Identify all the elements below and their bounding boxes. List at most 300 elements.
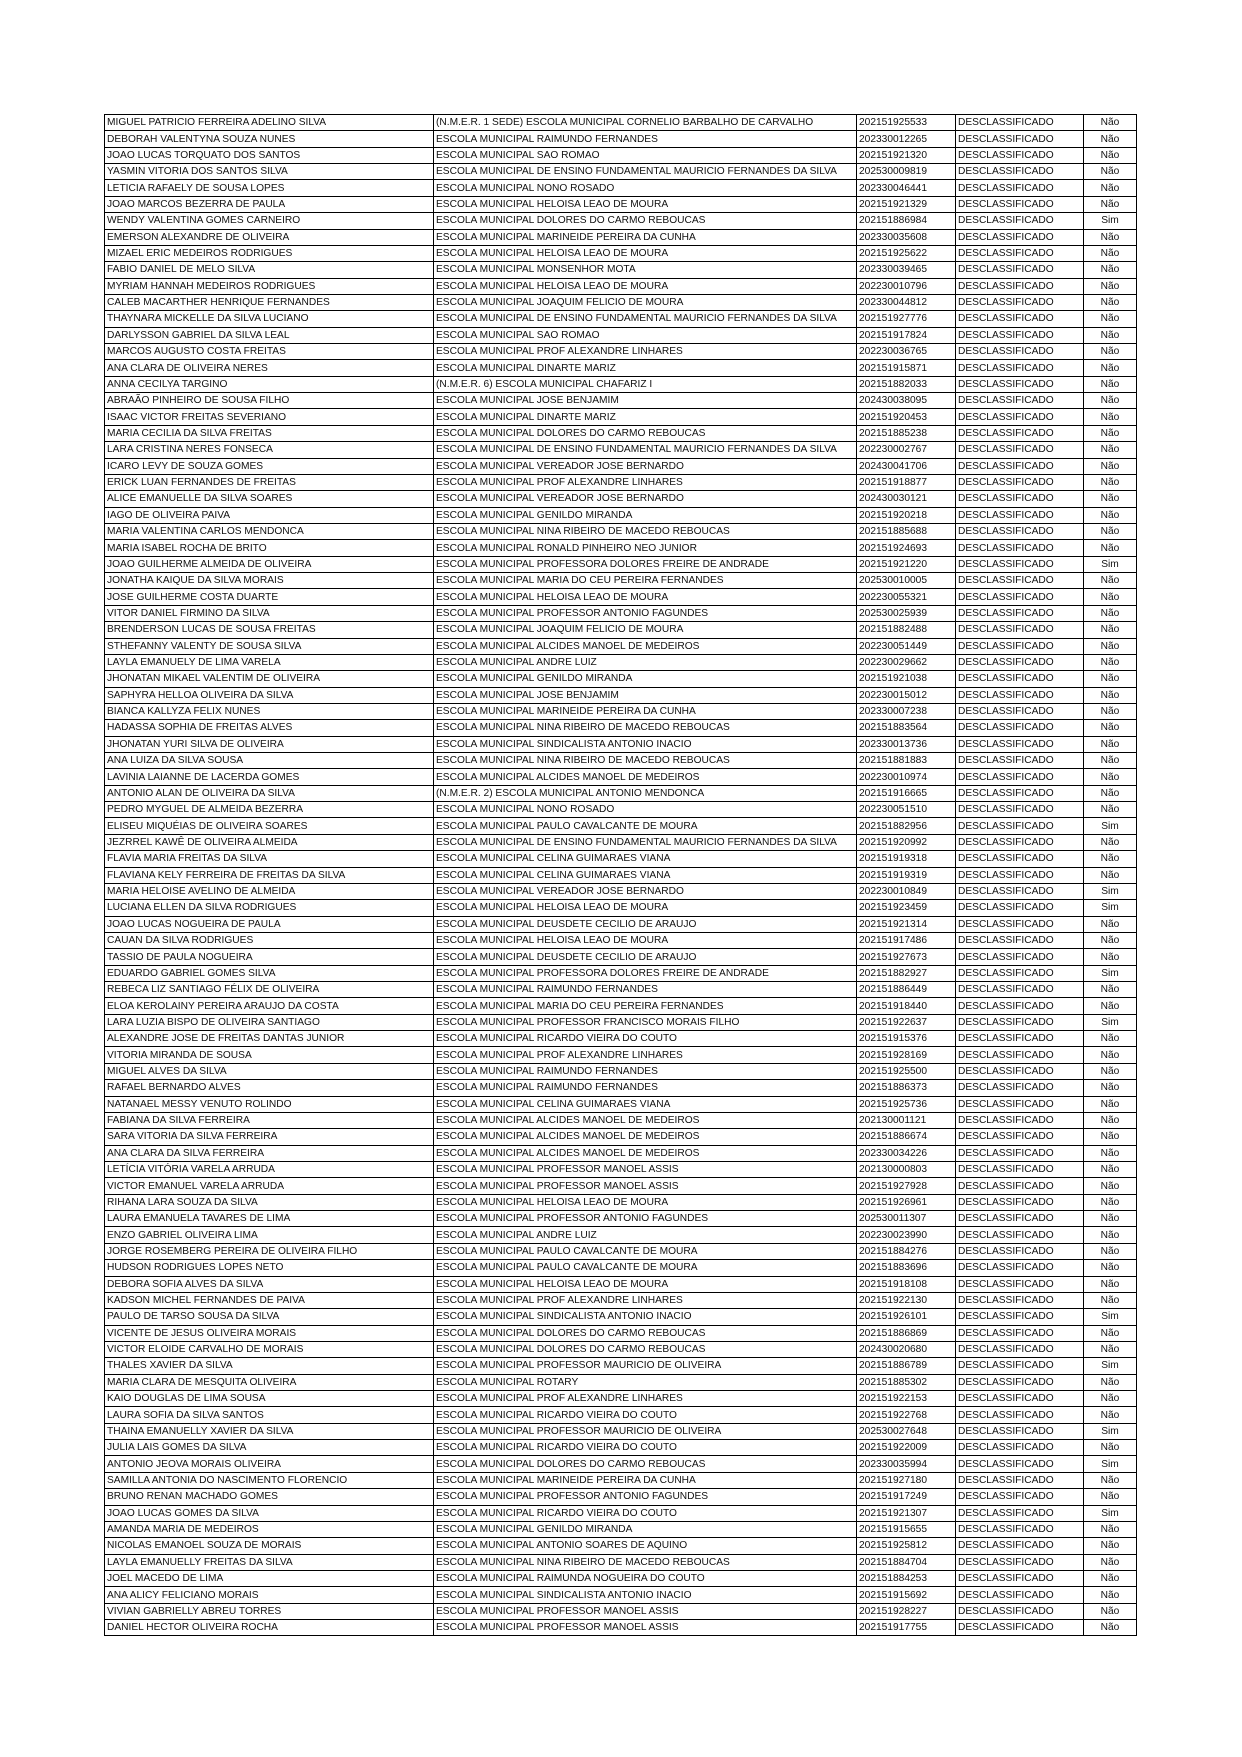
school-name-cell: ESCOLA MUNICIPAL DOLORES DO CARMO REBOUCAS bbox=[434, 1325, 857, 1341]
status-cell: DESCLASSIFICADO bbox=[956, 638, 1084, 654]
school-name-cell: ESCOLA MUNICIPAL MARINEIDE PEREIRA DA CUNHA bbox=[434, 1472, 857, 1488]
table-row bbox=[105, 1162, 1137, 1178]
flag-cell: Não bbox=[1084, 131, 1137, 147]
table-row bbox=[105, 311, 1137, 327]
flag-cell: Sim bbox=[1084, 965, 1137, 981]
registration-number-cell: 202430030121 bbox=[857, 491, 956, 507]
registration-number-cell: 202330034226 bbox=[857, 1145, 956, 1161]
status-cell: DESCLASSIFICADO bbox=[956, 556, 1084, 572]
results-table bbox=[104, 114, 1137, 1636]
school-name-cell: ESCOLA MUNICIPAL RAIMUNDO FERNANDES bbox=[434, 131, 857, 147]
status-cell: DESCLASSIFICADO bbox=[956, 573, 1084, 589]
table-row bbox=[105, 1423, 1137, 1439]
table-row bbox=[105, 1309, 1137, 1325]
registration-number-cell: 202151925812 bbox=[857, 1538, 956, 1554]
school-name-cell: ESCOLA MUNICIPAL ALCIDES MANOEL DE MEDEIROS bbox=[434, 1129, 857, 1145]
status-cell: DESCLASSIFICADO bbox=[956, 1227, 1084, 1243]
school-name-cell: ESCOLA MUNICIPAL CELINA GUIMARAES VIANA bbox=[434, 867, 857, 883]
flag-cell: Não bbox=[1084, 196, 1137, 212]
school-name-cell: ESCOLA MUNICIPAL NINA RIBEIRO DE MACEDO REBOUCAS bbox=[434, 1554, 857, 1570]
status-cell: DESCLASSIFICADO bbox=[956, 1260, 1084, 1276]
student-name-cell: IAGO DE OLIVEIRA PAIVA bbox=[105, 507, 434, 523]
status-cell: DESCLASSIFICADO bbox=[956, 720, 1084, 736]
school-name-cell: ESCOLA MUNICIPAL JOSE BENJAMIM bbox=[434, 393, 857, 409]
table-row bbox=[105, 1391, 1137, 1407]
status-cell: DESCLASSIFICADO bbox=[956, 164, 1084, 180]
registration-number-cell: 202151885688 bbox=[857, 523, 956, 539]
flag-cell: Não bbox=[1084, 1080, 1137, 1096]
student-name-cell: NATANAEL MESSY VENUTO ROLINDO bbox=[105, 1096, 434, 1112]
flag-cell: Não bbox=[1084, 1620, 1137, 1636]
flag-cell: Não bbox=[1084, 262, 1137, 278]
registration-number-cell: 202151925622 bbox=[857, 245, 956, 261]
school-name-cell: ESCOLA MUNICIPAL ALCIDES MANOEL DE MEDEIROS bbox=[434, 1112, 857, 1128]
student-name-cell: THAYNARA MICKELLE DA SILVA LUCIANO bbox=[105, 311, 434, 327]
student-name-cell: STHEFANNY VALENTY DE SOUSA SILVA bbox=[105, 638, 434, 654]
school-name-cell: ESCOLA MUNICIPAL GENILDO MIRANDA bbox=[434, 507, 857, 523]
status-cell: DESCLASSIFICADO bbox=[956, 1521, 1084, 1537]
table-row bbox=[105, 1554, 1137, 1570]
flag-cell: Não bbox=[1084, 1047, 1137, 1063]
status-cell: DESCLASSIFICADO bbox=[956, 1309, 1084, 1325]
flag-cell: Não bbox=[1084, 949, 1137, 965]
status-cell: DESCLASSIFICADO bbox=[956, 589, 1084, 605]
table-row bbox=[105, 1587, 1137, 1603]
table-row bbox=[105, 638, 1137, 654]
student-name-cell: DANIEL HECTOR OLIVEIRA ROCHA bbox=[105, 1620, 434, 1636]
school-name-cell: ESCOLA MUNICIPAL ANDRE LUIZ bbox=[434, 654, 857, 670]
table-row bbox=[105, 376, 1137, 392]
table-row bbox=[105, 1472, 1137, 1488]
flag-cell: Não bbox=[1084, 115, 1137, 131]
table-row bbox=[105, 294, 1137, 310]
student-name-cell: ISAAC VICTOR FREITAS SEVERIANO bbox=[105, 409, 434, 425]
school-name-cell: ESCOLA MUNICIPAL RAIMUNDO FERNANDES bbox=[434, 982, 857, 998]
status-cell: DESCLASSIFICADO bbox=[956, 965, 1084, 981]
status-cell: DESCLASSIFICADO bbox=[956, 1472, 1084, 1488]
school-name-cell: ESCOLA MUNICIPAL JOSE BENJAMIM bbox=[434, 687, 857, 703]
school-name-cell: ESCOLA MUNICIPAL HELOISA LEAO DE MOURA bbox=[434, 196, 857, 212]
table-row bbox=[105, 1489, 1137, 1505]
student-name-cell: ELOA KEROLAINY PEREIRA ARAUJO DA COSTA bbox=[105, 998, 434, 1014]
school-name-cell: ESCOLA MUNICIPAL GENILDO MIRANDA bbox=[434, 671, 857, 687]
table-row bbox=[105, 409, 1137, 425]
status-cell: DESCLASSIFICADO bbox=[956, 982, 1084, 998]
registration-number-cell: 202151922009 bbox=[857, 1440, 956, 1456]
table-row bbox=[105, 883, 1137, 899]
flag-cell: Não bbox=[1084, 1603, 1137, 1619]
student-name-cell: KADSON MICHEL FERNANDES DE PAIVA bbox=[105, 1292, 434, 1308]
registration-number-cell: 202151919318 bbox=[857, 851, 956, 867]
school-name-cell: ESCOLA MUNICIPAL MONSENHOR MOTA bbox=[434, 262, 857, 278]
flag-cell: Não bbox=[1084, 932, 1137, 948]
student-name-cell: AMANDA MARIA DE MEDEIROS bbox=[105, 1521, 434, 1537]
flag-cell: Não bbox=[1084, 311, 1137, 327]
flag-cell: Não bbox=[1084, 1570, 1137, 1586]
student-name-cell: ANA CLARA DA SILVA FERREIRA bbox=[105, 1145, 434, 1161]
school-name-cell: ESCOLA MUNICIPAL RICARDO VIEIRA DO COUTO bbox=[434, 1407, 857, 1423]
student-name-cell: LAYLA EMANUELY DE LIMA VARELA bbox=[105, 654, 434, 670]
registration-number-cell: 202151884276 bbox=[857, 1243, 956, 1259]
status-cell: DESCLASSIFICADO bbox=[956, 1080, 1084, 1096]
flag-cell: Não bbox=[1084, 1227, 1137, 1243]
flag-cell: Não bbox=[1084, 687, 1137, 703]
school-name-cell: ESCOLA MUNICIPAL RONALD PINHEIRO NEO JUNIOR bbox=[434, 540, 857, 556]
school-name-cell: ESCOLA MUNICIPAL PROF ALEXANDRE LINHARES bbox=[434, 344, 857, 360]
student-name-cell: ANA ALICY FELICIANO MORAIS bbox=[105, 1587, 434, 1603]
registration-number-cell: 202151883696 bbox=[857, 1260, 956, 1276]
registration-number-cell: 202151927180 bbox=[857, 1472, 956, 1488]
registration-number-cell: 202330012265 bbox=[857, 131, 956, 147]
registration-number-cell: 202151918877 bbox=[857, 474, 956, 490]
registration-number-cell: 202151886674 bbox=[857, 1129, 956, 1145]
flag-cell: Não bbox=[1084, 245, 1137, 261]
school-name-cell: ESCOLA MUNICIPAL DOLORES DO CARMO REBOUCAS bbox=[434, 425, 857, 441]
registration-number-cell: 202151882033 bbox=[857, 376, 956, 392]
status-cell: DESCLASSIFICADO bbox=[956, 1505, 1084, 1521]
school-name-cell: ESCOLA MUNICIPAL RICARDO VIEIRA DO COUTO bbox=[434, 1505, 857, 1521]
table-row bbox=[105, 622, 1137, 638]
registration-number-cell: 202151918440 bbox=[857, 998, 956, 1014]
status-cell: DESCLASSIFICADO bbox=[956, 442, 1084, 458]
status-cell: DESCLASSIFICADO bbox=[956, 1554, 1084, 1570]
flag-cell: Não bbox=[1084, 638, 1137, 654]
registration-number-cell: 202151922130 bbox=[857, 1292, 956, 1308]
status-cell: DESCLASSIFICADO bbox=[956, 507, 1084, 523]
school-name-cell: ESCOLA MUNICIPAL PAULO CAVALCANTE DE MOURA bbox=[434, 818, 857, 834]
table-row bbox=[105, 327, 1137, 343]
student-name-cell: LETÍCIA VITÓRIA VARELA ARRUDA bbox=[105, 1162, 434, 1178]
registration-number-cell: 202151920992 bbox=[857, 834, 956, 850]
registration-number-cell: 202430020680 bbox=[857, 1341, 956, 1357]
school-name-cell: ESCOLA MUNICIPAL PROFESSOR ANTONIO FAGUNDES bbox=[434, 1211, 857, 1227]
status-cell: DESCLASSIFICADO bbox=[956, 1063, 1084, 1079]
status-cell: DESCLASSIFICADO bbox=[956, 932, 1084, 948]
status-cell: DESCLASSIFICADO bbox=[956, 1341, 1084, 1357]
table-row bbox=[105, 147, 1137, 163]
registration-number-cell: 202151922768 bbox=[857, 1407, 956, 1423]
status-cell: DESCLASSIFICADO bbox=[956, 1407, 1084, 1423]
flag-cell: Não bbox=[1084, 1178, 1137, 1194]
flag-cell: Não bbox=[1084, 753, 1137, 769]
status-cell: DESCLASSIFICADO bbox=[956, 1620, 1084, 1636]
flag-cell: Não bbox=[1084, 998, 1137, 1014]
status-cell: DESCLASSIFICADO bbox=[956, 867, 1084, 883]
flag-cell: Não bbox=[1084, 1145, 1137, 1161]
student-name-cell: THALES XAVIER DA SILVA bbox=[105, 1358, 434, 1374]
status-cell: DESCLASSIFICADO bbox=[956, 785, 1084, 801]
school-name-cell: ESCOLA MUNICIPAL VEREADOR JOSE BERNARDO bbox=[434, 458, 857, 474]
registration-number-cell: 202230055321 bbox=[857, 589, 956, 605]
registration-number-cell: 202230015012 bbox=[857, 687, 956, 703]
flag-cell: Não bbox=[1084, 1489, 1137, 1505]
flag-cell: Não bbox=[1084, 982, 1137, 998]
registration-number-cell: 202151886984 bbox=[857, 213, 956, 229]
registration-number-cell: 202530010005 bbox=[857, 573, 956, 589]
status-cell: DESCLASSIFICADO bbox=[956, 213, 1084, 229]
table-row bbox=[105, 1603, 1137, 1619]
status-cell: DESCLASSIFICADO bbox=[956, 1587, 1084, 1603]
school-name-cell: ESCOLA MUNICIPAL PROFESSOR MANOEL ASSIS bbox=[434, 1162, 857, 1178]
student-name-cell: ALICE EMANUELLE DA SILVA SOARES bbox=[105, 491, 434, 507]
status-cell: DESCLASSIFICADO bbox=[956, 687, 1084, 703]
table-row bbox=[105, 196, 1137, 212]
flag-cell: Não bbox=[1084, 769, 1137, 785]
status-cell: DESCLASSIFICADO bbox=[956, 1423, 1084, 1439]
flag-cell: Não bbox=[1084, 1194, 1137, 1210]
status-cell: DESCLASSIFICADO bbox=[956, 1211, 1084, 1227]
flag-cell: Não bbox=[1084, 654, 1137, 670]
registration-number-cell: 202530011307 bbox=[857, 1211, 956, 1227]
table-row bbox=[105, 245, 1137, 261]
table-row bbox=[105, 131, 1137, 147]
registration-number-cell: 202230051510 bbox=[857, 802, 956, 818]
table-row bbox=[105, 213, 1137, 229]
table-row bbox=[105, 425, 1137, 441]
student-name-cell: VITOR DANIEL FIRMINO DA SILVA bbox=[105, 605, 434, 621]
school-name-cell: ESCOLA MUNICIPAL PROFESSORA DOLORES FREIRE DE ANDRADE bbox=[434, 556, 857, 572]
flag-cell: Não bbox=[1084, 851, 1137, 867]
table-row bbox=[105, 687, 1137, 703]
status-cell: DESCLASSIFICADO bbox=[956, 851, 1084, 867]
results-table-body bbox=[105, 115, 1137, 1636]
student-name-cell: ICARO LEVY DE SOUZA GOMES bbox=[105, 458, 434, 474]
student-name-cell: JORGE ROSEMBERG PEREIRA DE OLIVEIRA FILHO bbox=[105, 1243, 434, 1259]
registration-number-cell: 202330013736 bbox=[857, 736, 956, 752]
status-cell: DESCLASSIFICADO bbox=[956, 409, 1084, 425]
student-name-cell: HUDSON RODRIGUES LOPES NETO bbox=[105, 1260, 434, 1276]
status-cell: DESCLASSIFICADO bbox=[956, 115, 1084, 131]
registration-number-cell: 202151928169 bbox=[857, 1047, 956, 1063]
school-name-cell: ESCOLA MUNICIPAL RICARDO VIEIRA DO COUTO bbox=[434, 1440, 857, 1456]
student-name-cell: JOAO GUILHERME ALMEIDA DE OLIVEIRA bbox=[105, 556, 434, 572]
status-cell: DESCLASSIFICADO bbox=[956, 360, 1084, 376]
registration-number-cell: 202330035608 bbox=[857, 229, 956, 245]
student-name-cell: JHONATAN YURI SILVA DE OLIVEIRA bbox=[105, 736, 434, 752]
student-name-cell: YASMIN VITORIA DOS SANTOS SILVA bbox=[105, 164, 434, 180]
registration-number-cell: 202151886449 bbox=[857, 982, 956, 998]
table-row bbox=[105, 1096, 1137, 1112]
registration-number-cell: 202230023990 bbox=[857, 1227, 956, 1243]
registration-number-cell: 202230010849 bbox=[857, 883, 956, 899]
school-name-cell: ESCOLA MUNICIPAL DOLORES DO CARMO REBOUCAS bbox=[434, 213, 857, 229]
table-row bbox=[105, 1538, 1137, 1554]
school-name-cell: ESCOLA MUNICIPAL DE ENSINO FUNDAMENTAL MAURICIO FERNANDES DA SILVA bbox=[434, 164, 857, 180]
registration-number-cell: 202151916665 bbox=[857, 785, 956, 801]
school-name-cell: ESCOLA MUNICIPAL NONO ROSADO bbox=[434, 180, 857, 196]
flag-cell: Sim bbox=[1084, 1423, 1137, 1439]
table-row bbox=[105, 556, 1137, 572]
student-name-cell: FLAVIA MARIA FREITAS DA SILVA bbox=[105, 851, 434, 867]
status-cell: DESCLASSIFICADO bbox=[956, 1162, 1084, 1178]
status-cell: DESCLASSIFICADO bbox=[956, 1358, 1084, 1374]
status-cell: DESCLASSIFICADO bbox=[956, 1276, 1084, 1292]
school-name-cell: ESCOLA MUNICIPAL PAULO CAVALCANTE DE MOURA bbox=[434, 1260, 857, 1276]
registration-number-cell: 202430038095 bbox=[857, 393, 956, 409]
flag-cell: Não bbox=[1084, 1521, 1137, 1537]
flag-cell: Não bbox=[1084, 1472, 1137, 1488]
table-row bbox=[105, 1129, 1137, 1145]
student-name-cell: PAULO DE TARSO SOUSA DA SILVA bbox=[105, 1309, 434, 1325]
registration-number-cell: 202151921220 bbox=[857, 556, 956, 572]
registration-number-cell: 202151921038 bbox=[857, 671, 956, 687]
school-name-cell: (N.M.E.R. 1 SEDE) ESCOLA MUNICIPAL CORNELIO BARBALHO DE CARVALHO bbox=[434, 115, 857, 131]
registration-number-cell: 202151917755 bbox=[857, 1620, 956, 1636]
student-name-cell: SAPHYRA HELLOA OLIVEIRA DA SILVA bbox=[105, 687, 434, 703]
school-name-cell: ESCOLA MUNICIPAL DE ENSINO FUNDAMENTAL MAURICIO FERNANDES DA SILVA bbox=[434, 442, 857, 458]
status-cell: DESCLASSIFICADO bbox=[956, 278, 1084, 294]
registration-number-cell: 202151884253 bbox=[857, 1570, 956, 1586]
status-cell: DESCLASSIFICADO bbox=[956, 474, 1084, 490]
student-name-cell: ANA CLARA DE OLIVEIRA NERES bbox=[105, 360, 434, 376]
flag-cell: Não bbox=[1084, 344, 1137, 360]
status-cell: DESCLASSIFICADO bbox=[956, 834, 1084, 850]
registration-number-cell: 202151927776 bbox=[857, 311, 956, 327]
status-cell: DESCLASSIFICADO bbox=[956, 523, 1084, 539]
table-row bbox=[105, 1570, 1137, 1586]
school-name-cell: ESCOLA MUNICIPAL HELOISA LEAO DE MOURA bbox=[434, 1194, 857, 1210]
school-name-cell: ESCOLA MUNICIPAL PROF ALEXANDRE LINHARES bbox=[434, 1391, 857, 1407]
flag-cell: Não bbox=[1084, 1554, 1137, 1570]
status-cell: DESCLASSIFICADO bbox=[956, 1096, 1084, 1112]
status-cell: DESCLASSIFICADO bbox=[956, 1112, 1084, 1128]
flag-cell: Não bbox=[1084, 1325, 1137, 1341]
student-name-cell: MIGUEL PATRICIO FERREIRA ADELINO SILVA bbox=[105, 115, 434, 131]
school-name-cell: ESCOLA MUNICIPAL MARINEIDE PEREIRA DA CUNHA bbox=[434, 229, 857, 245]
status-cell: DESCLASSIFICADO bbox=[956, 1456, 1084, 1472]
registration-number-cell: 202151886789 bbox=[857, 1358, 956, 1374]
student-name-cell: LARA CRISTINA NERES FONSECA bbox=[105, 442, 434, 458]
student-name-cell: MYRIAM HANNAH MEDEIROS RODRIGUES bbox=[105, 278, 434, 294]
flag-cell: Não bbox=[1084, 703, 1137, 719]
registration-number-cell: 202330046441 bbox=[857, 180, 956, 196]
school-name-cell: ESCOLA MUNICIPAL ALCIDES MANOEL DE MEDEIROS bbox=[434, 1145, 857, 1161]
status-cell: DESCLASSIFICADO bbox=[956, 654, 1084, 670]
school-name-cell: ESCOLA MUNICIPAL HELOISA LEAO DE MOURA bbox=[434, 900, 857, 916]
registration-number-cell: 202151915376 bbox=[857, 1031, 956, 1047]
table-row bbox=[105, 360, 1137, 376]
registration-number-cell: 202530027648 bbox=[857, 1423, 956, 1439]
status-cell: DESCLASSIFICADO bbox=[956, 311, 1084, 327]
student-name-cell: REBECA LIZ SANTIAGO FÉLIX DE OLIVEIRA bbox=[105, 982, 434, 998]
flag-cell: Não bbox=[1084, 1341, 1137, 1357]
registration-number-cell: 202151886373 bbox=[857, 1080, 956, 1096]
student-name-cell: DEBORAH VALENTYNA SOUZA NUNES bbox=[105, 131, 434, 147]
registration-number-cell: 202151917249 bbox=[857, 1489, 956, 1505]
student-name-cell: LAYLA EMANUELLY FREITAS DA SILVA bbox=[105, 1554, 434, 1570]
flag-cell: Não bbox=[1084, 1129, 1137, 1145]
table-row bbox=[105, 1014, 1137, 1030]
school-name-cell: ESCOLA MUNICIPAL PROF ALEXANDRE LINHARES bbox=[434, 1047, 857, 1063]
flag-cell: Não bbox=[1084, 278, 1137, 294]
flag-cell: Não bbox=[1084, 834, 1137, 850]
school-name-cell: ESCOLA MUNICIPAL GENILDO MIRANDA bbox=[434, 1521, 857, 1537]
school-name-cell: ESCOLA MUNICIPAL ALCIDES MANOEL DE MEDEIROS bbox=[434, 769, 857, 785]
flag-cell: Não bbox=[1084, 360, 1137, 376]
status-cell: DESCLASSIFICADO bbox=[956, 1178, 1084, 1194]
registration-number-cell: 202151924693 bbox=[857, 540, 956, 556]
table-row bbox=[105, 164, 1137, 180]
student-name-cell: JOAO LUCAS GOMES DA SILVA bbox=[105, 1505, 434, 1521]
student-name-cell: VIVIAN GABRIELLY ABREU TORRES bbox=[105, 1603, 434, 1619]
table-row bbox=[105, 900, 1137, 916]
school-name-cell: ESCOLA MUNICIPAL PROFESSOR FRANCISCO MORAIS FILHO bbox=[434, 1014, 857, 1030]
flag-cell: Não bbox=[1084, 916, 1137, 932]
status-cell: DESCLASSIFICADO bbox=[956, 769, 1084, 785]
student-name-cell: LUCIANA ELLEN DA SILVA RODRIGUES bbox=[105, 900, 434, 916]
status-cell: DESCLASSIFICADO bbox=[956, 883, 1084, 899]
school-name-cell: ESCOLA MUNICIPAL HELOISA LEAO DE MOURA bbox=[434, 589, 857, 605]
school-name-cell: ESCOLA MUNICIPAL RAIMUNDA NOGUEIRA DO COUTO bbox=[434, 1570, 857, 1586]
table-row bbox=[105, 262, 1137, 278]
school-name-cell: ESCOLA MUNICIPAL NINA RIBEIRO DE MACEDO REBOUCAS bbox=[434, 523, 857, 539]
student-name-cell: CAUAN DA SILVA RODRIGUES bbox=[105, 932, 434, 948]
student-name-cell: MIZAEL ERIC MEDEIROS RODRIGUES bbox=[105, 245, 434, 261]
registration-number-cell: 202230036765 bbox=[857, 344, 956, 360]
table-row bbox=[105, 1211, 1137, 1227]
student-name-cell: ANA LUIZA DA SILVA SOUSA bbox=[105, 753, 434, 769]
flag-cell: Não bbox=[1084, 1112, 1137, 1128]
status-cell: DESCLASSIFICADO bbox=[956, 1489, 1084, 1505]
flag-cell: Não bbox=[1084, 1407, 1137, 1423]
status-cell: DESCLASSIFICADO bbox=[956, 802, 1084, 818]
status-cell: DESCLASSIFICADO bbox=[956, 703, 1084, 719]
flag-cell: Sim bbox=[1084, 1358, 1137, 1374]
registration-number-cell: 202151918108 bbox=[857, 1276, 956, 1292]
student-name-cell: RIHANA LARA SOUZA DA SILVA bbox=[105, 1194, 434, 1210]
registration-number-cell: 202151882956 bbox=[857, 818, 956, 834]
school-name-cell: ESCOLA MUNICIPAL MARIA DO CEU PEREIRA FERNANDES bbox=[434, 573, 857, 589]
table-row bbox=[105, 1047, 1137, 1063]
table-row bbox=[105, 1063, 1137, 1079]
flag-cell: Não bbox=[1084, 1063, 1137, 1079]
student-name-cell: TASSIO DE PAULA NOGUEIRA bbox=[105, 949, 434, 965]
status-cell: DESCLASSIFICADO bbox=[956, 1031, 1084, 1047]
table-row bbox=[105, 769, 1137, 785]
flag-cell: Não bbox=[1084, 442, 1137, 458]
table-row bbox=[105, 278, 1137, 294]
flag-cell: Não bbox=[1084, 1538, 1137, 1554]
table-row bbox=[105, 393, 1137, 409]
table-row bbox=[105, 802, 1137, 818]
flag-cell: Não bbox=[1084, 458, 1137, 474]
school-name-cell: ESCOLA MUNICIPAL RAIMUNDO FERNANDES bbox=[434, 1063, 857, 1079]
student-name-cell: MARIA VALENTINA CARLOS MENDONCA bbox=[105, 523, 434, 539]
status-cell: DESCLASSIFICADO bbox=[956, 1145, 1084, 1161]
school-name-cell: ESCOLA MUNICIPAL SAO ROMAO bbox=[434, 147, 857, 163]
table-row bbox=[105, 1145, 1137, 1161]
school-name-cell: ESCOLA MUNICIPAL DEUSDETE CECILIO DE ARAUJO bbox=[434, 916, 857, 932]
school-name-cell: ESCOLA MUNICIPAL NONO ROSADO bbox=[434, 802, 857, 818]
registration-number-cell: 202151885238 bbox=[857, 425, 956, 441]
school-name-cell: ESCOLA MUNICIPAL DOLORES DO CARMO REBOUCAS bbox=[434, 1341, 857, 1357]
registration-number-cell: 202151927673 bbox=[857, 949, 956, 965]
status-cell: DESCLASSIFICADO bbox=[956, 344, 1084, 360]
student-name-cell: DEBORA SOFIA ALVES DA SILVA bbox=[105, 1276, 434, 1292]
flag-cell: Sim bbox=[1084, 883, 1137, 899]
registration-number-cell: 202530025939 bbox=[857, 605, 956, 621]
table-row bbox=[105, 867, 1137, 883]
flag-cell: Sim bbox=[1084, 556, 1137, 572]
status-cell: DESCLASSIFICADO bbox=[956, 1374, 1084, 1390]
registration-number-cell: 202151925500 bbox=[857, 1063, 956, 1079]
school-name-cell: ESCOLA MUNICIPAL HELOISA LEAO DE MOURA bbox=[434, 278, 857, 294]
flag-cell: Não bbox=[1084, 294, 1137, 310]
flag-cell: Não bbox=[1084, 1162, 1137, 1178]
table-row bbox=[105, 965, 1137, 981]
table-row bbox=[105, 605, 1137, 621]
student-name-cell: JHONATAN MIKAEL VALENTIM DE OLIVEIRA bbox=[105, 671, 434, 687]
